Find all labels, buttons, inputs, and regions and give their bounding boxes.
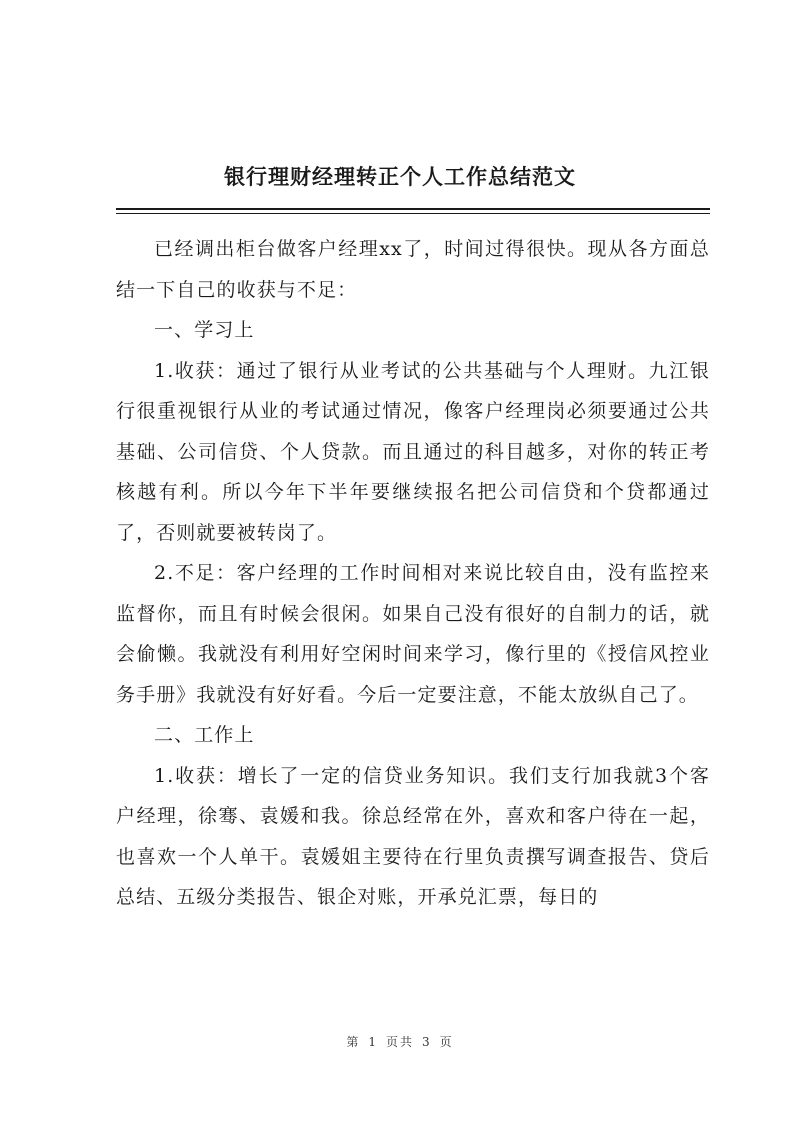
section-heading-study: 一、学习上 xyxy=(154,319,255,341)
footer-prefix: 第 xyxy=(346,1035,361,1049)
footer-total-pages: 3 xyxy=(422,1035,432,1049)
title-rule-thin xyxy=(116,213,710,214)
page-footer xyxy=(0,1033,800,1050)
footer-page-number: 1 xyxy=(368,1035,378,1049)
study-shortfall-paragraph: 2.不足：客户经理的工作时间相对来说比较自由，没有监控来监督你，而且有时候会很闲。如果自己没有很好的自制力的话，就会偷懒。我就没有利用好空闲时间来学习，像行里的《授信风控业务手册》我就没有好好看。今后一定要注意，不能太放纵自己了。 xyxy=(116,562,710,706)
document-body xyxy=(116,229,710,918)
footer-suffix: 页 xyxy=(439,1035,454,1049)
work-gain-paragraph: 1.收获：增长了一定的信贷业务知识。我们支行加我就3个客户经理，徐骞、袁媛和我。徐总经常在外，喜欢和客户待在一起，也喜欢一个人单干。袁媛姐主要待在行里负责撰写调查报告、贷后总结、五级分类报告、银企对账，开承兑汇票，每日的 xyxy=(116,764,710,908)
footer-middle: 页共 xyxy=(385,1035,414,1049)
title-rule-thick xyxy=(116,208,710,210)
document-title: 银行理财经理转正个人工作总结范文 xyxy=(224,164,576,189)
intro-paragraph: 已经调出柜台做客户经理xx了，时间过得很快。现从各方面总结一下自己的收获与不足： xyxy=(116,238,710,301)
section-heading-work: 二、工作上 xyxy=(154,724,255,746)
study-gain-paragraph: 1.收获：通过了银行从业考试的公共基础与个人理财。九江银行很重视银行从业的考试通过情况，像客户经理岗必须要通过公共基础、公司信贷、个人贷款。而且通过的科目越多，对你的转正考核越有利。所以今年下半年要继续报名把公司信贷和个贷都通过了，否则就要被转岗了。 xyxy=(116,359,710,544)
